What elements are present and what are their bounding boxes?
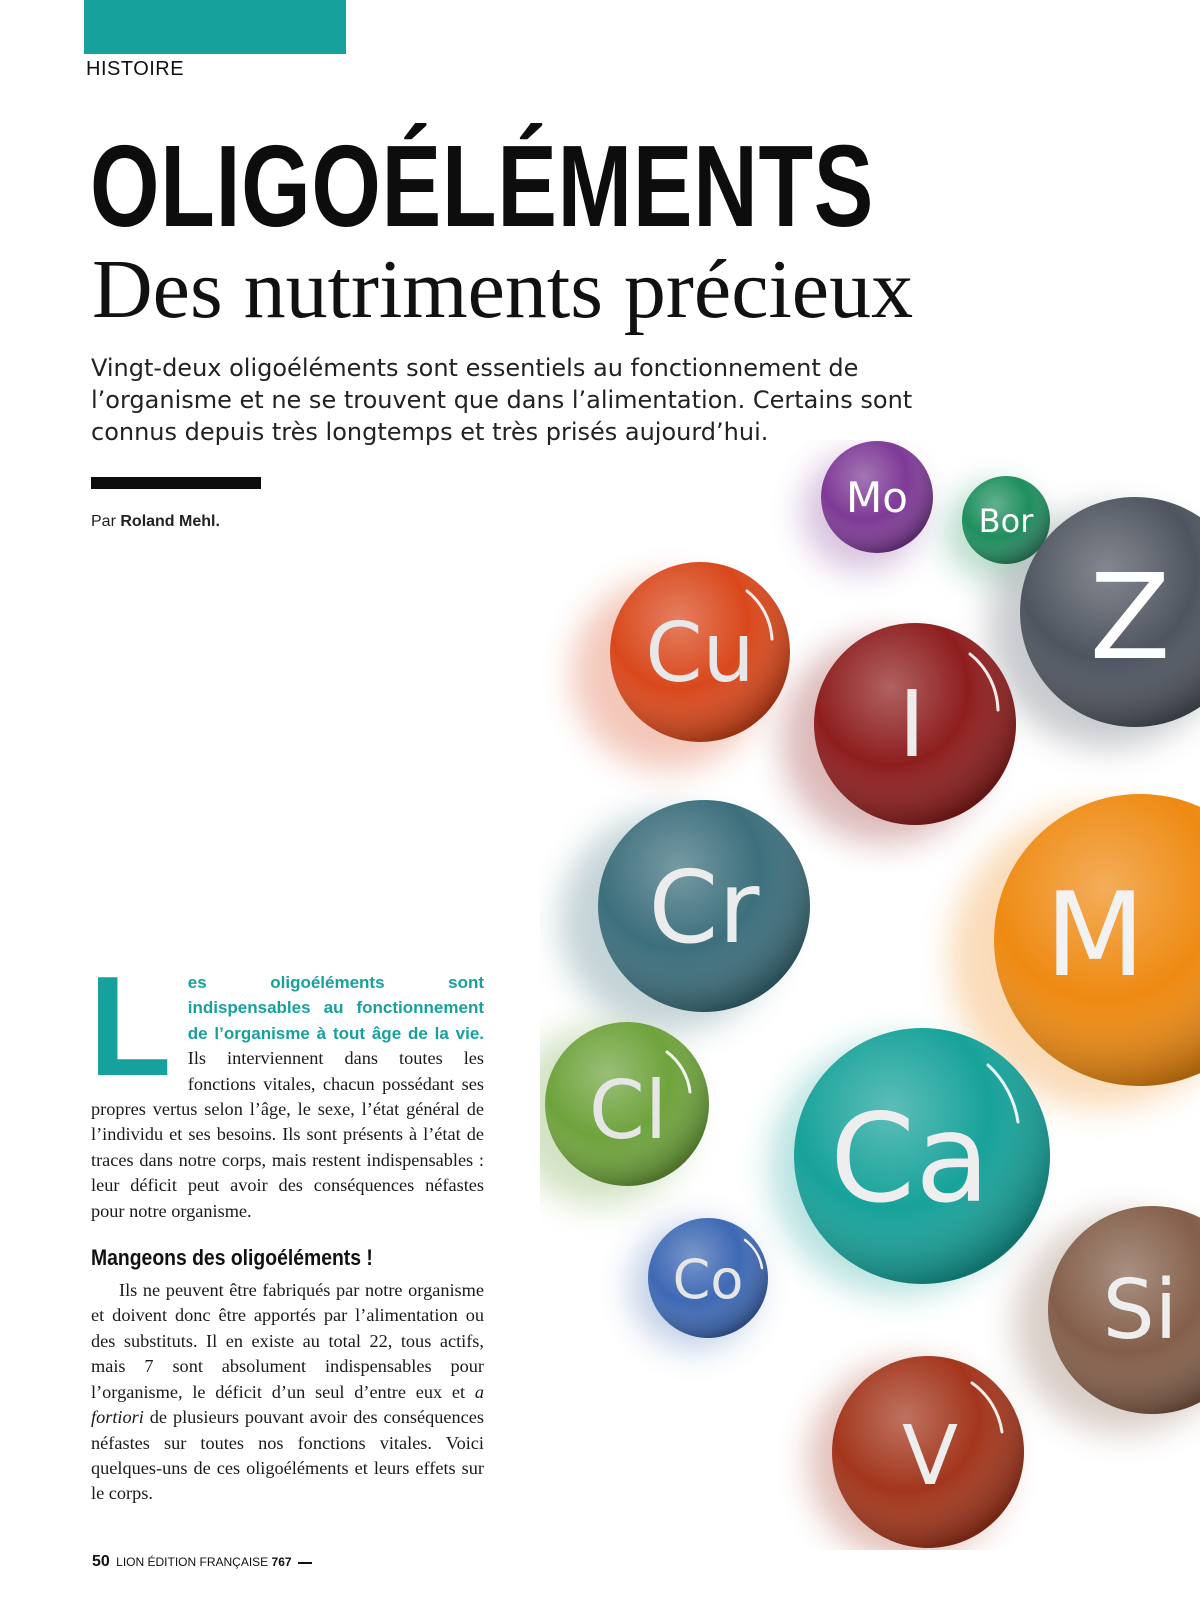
para2-part2: de plusieurs pouvant avoir des conséquences néfastes sur toutes nos fonctions vitales. Voici quelques-uns de ces oligoéléments et leurs effets sur le corps. (91, 1407, 484, 1504)
page-number: 50 (92, 1553, 110, 1570)
sphere-cl (540, 1022, 709, 1206)
sphere-i (781, 623, 1016, 844)
trace-elements-illustration (540, 440, 1200, 1550)
sphere-label-co: Co (672, 1248, 744, 1311)
sphere-ca (770, 1028, 1050, 1296)
sphere-label-m: M (1044, 868, 1146, 1003)
sphere-label-si: Si (1102, 1263, 1178, 1358)
author-name: Roland Mehl. (120, 513, 220, 530)
intro-lead-in: es oligoéléments sont indispensables au fonctionnement de l’organisme à tout âge de la vie. (187, 973, 484, 1043)
section-color-bar (84, 0, 346, 54)
issue-number: 767 (271, 1555, 292, 1569)
sphere-cu (572, 562, 790, 770)
sphere-label-bor: Bor (978, 502, 1034, 540)
sphere-co (630, 1218, 768, 1350)
sphere-si (1014, 1206, 1200, 1434)
drop-cap: L (89, 947, 172, 1106)
sphere-label-cl: Cl (588, 1064, 668, 1157)
article-lead: Vingt-deux oligoéléments sont essentiels au fonctionnement de l’organisme et ne se trouvent que dans l’alimentation. Certains sont connus depuis très longtemps et très prisés aujourd’hui. (91, 354, 913, 446)
byline (91, 513, 220, 531)
para2-part1: Ils ne peuvent être fabriqués par notre organisme et doivent donc être apportés par l’alimentation ou des substituts. Il en existe au total 22, tous actifs, mais 7 sont absolument indispensables pour l’organisme, le déficit d’un seul d’entre eux et (91, 1280, 484, 1402)
article-title: OLIGOÉLÉMENTS (90, 121, 875, 251)
byline-prefix: Par (91, 513, 116, 530)
sphere-label-ca: Ca (830, 1088, 990, 1230)
intro-body: Ils interviennent dans toutes les fonctions vitales, chacun possédant ses propres vertus selon l’âge, le sexe, l’état général de l’individu et ses besoins. Ils sont présents à l’état de traces dans notre corps, mais restent indispensables : leur déficit peut avoir des conséquences néfastes pour notre organisme. (91, 1048, 484, 1221)
intro-paragraph (89, 947, 484, 1224)
sphere-mo (802, 441, 933, 572)
page-footer (92, 1553, 312, 1571)
sphere-cr (560, 800, 826, 1032)
section-label: HISTOIRE (86, 58, 185, 80)
footer-dash (298, 1562, 312, 1564)
sphere-label-i: I (898, 671, 926, 778)
divider-rule (91, 477, 261, 489)
section-heading: Mangeons des oligoéléments ! (91, 1245, 373, 1271)
sphere-label-cr: Cr (648, 849, 760, 966)
para2-italic: a fortiori (91, 1381, 484, 1428)
sphere-label-cu: Cu (645, 606, 755, 701)
sphere-v (808, 1356, 1024, 1550)
article-body (89, 947, 484, 1507)
sphere-label-mo: Mo (846, 473, 908, 522)
sphere-label-z: Z (1089, 548, 1171, 686)
sphere-label-v: V (901, 1409, 959, 1504)
body-paragraph (91, 1278, 484, 1507)
publication-name: LION ÉDITION FRANÇAISE (116, 1555, 269, 1569)
article-subtitle: Des nutriments précieux (92, 243, 914, 336)
